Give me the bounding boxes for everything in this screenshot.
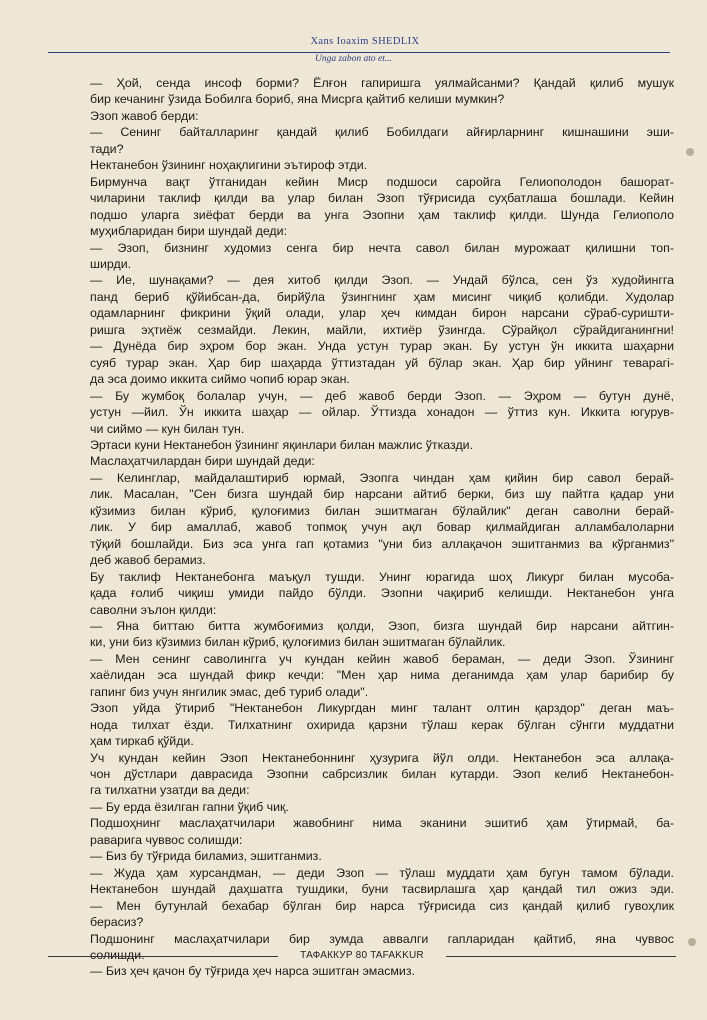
text-line: — Яна биттаю битта жумбоғимиз қолди, Эзоп, бизга шундай бир нарсани айтгин- xyxy=(90,618,674,633)
text-line: одамларнинг фикрини ўқий олади, улар ҳеч кимдан бирон нарсани сўраб-суришти- xyxy=(90,306,674,321)
text-line: — Биз бу тўғрида биламиз, эшитганмиз. xyxy=(90,849,322,864)
text-line: — Сенинг байталларинг қандай қилиб Бобилдаги айғирларнинг кишнашини эши- xyxy=(90,125,674,140)
text-line: ришга эҳтиёж сезмайди. Лекин, майли, ихтиёр ўзингда. Сўрайқол сўрайдиганингни! xyxy=(90,322,674,337)
text-line: лик. У бир амаллаб, жавоб топмоқ учун ақл бовар қилмайдиган алламбалоларни xyxy=(90,520,674,535)
text-line: Нектанебон ўзининг ноҳақлигини эътироф этди. xyxy=(90,158,368,173)
text-line: солишди. xyxy=(90,948,145,963)
text-line: ки, уни биз кўзимиз билан кўриб, қулоғимиз билан эшитмаган бўлайлик. xyxy=(90,635,506,650)
text-line: Эзоп уйда ўтириб "Нектанебон Ликургдан минг талант олтин қарздор" деган маъ- xyxy=(90,701,674,716)
text-line: чон дўстлари даврасида Эзопни сабрсизлик билан кутарди. Эзоп келиб Нектанебон- xyxy=(90,767,674,782)
text-line: ширди. xyxy=(90,256,132,271)
text-line: лик. Масалан, "Сен бизга шундай бир нарсани айтиб берки, биз шу пайтга қадар уни xyxy=(90,487,674,502)
text-line: Нектанебон шундай даҳшатга тушдики, буни тасвирлашга ҳар қандай тил ожиз эди. xyxy=(90,882,674,897)
text-line: берасиз? xyxy=(90,915,144,930)
text-line: хаёлидан эса шундай фикр кечди: "Мен ҳар нима деганимда ҳам улар барибир бу xyxy=(90,668,674,683)
text-line: тўқий бошлайди. Биз эса унга гап қотамиз "уни биз аллақачон эшитганмиз ва кўрганмиз" xyxy=(90,536,674,551)
header-rule xyxy=(48,52,670,53)
text-line: қада ғолиб чиқиш умиди пайдо бўлди. Эзопни чақириб келишди. Нектанебон унга xyxy=(90,586,674,601)
text-line: гапинг биз учун янгилик эмас, деб туриб олади". xyxy=(90,684,369,699)
header-author: Xans Ioaxim SHEDLIX xyxy=(310,36,420,47)
text-line: устун —йил. Ўн иккита шаҳар — ойлар. Ўттизда хонадон — ўттиз кун. Иккита югурув- xyxy=(90,405,674,420)
text-line: — Жуда ҳам хурсандман, — деди Эзоп — тўлаш муддати ҳам бугун тамом бўлади. xyxy=(90,865,674,880)
running-header xyxy=(60,36,670,48)
text-line: чи сиймо — кун билан тун. xyxy=(90,421,245,436)
text-line: Эртаси куни Нектанебон ўзининг яқинлари билан мажлис ўтказди. xyxy=(90,437,474,452)
text-line: подшо уларга зиёфат берди ва унга Эзопни ҳам таклиф қилди. Шунда Гелиополо xyxy=(90,207,674,222)
text-line: — Ие, шунақами? — дея хитоб қилди Эзоп. — Ундай бўлса, сен ўз худойингга xyxy=(90,273,674,288)
text-line: раварига чуввос солишди: xyxy=(90,832,243,847)
page-footer xyxy=(48,950,676,964)
text-line: — Келинглар, майдалаштириб юрмай, Эзопга чиндан ҳам қийин бир савол берай- xyxy=(90,470,674,485)
text-line: чиларини таклиф қилди ва улар билан Эзоп тўғрисида суҳбатлаша бошлади. Кейин xyxy=(90,191,674,206)
text-line: Бу таклиф Нектанебонга маъқул тушди. Унинг юрагида шоҳ Ликург билан мусоба- xyxy=(90,569,674,584)
text-line: — Биз ҳеч қачон бу тўғрида ҳеч нарса эшитган эмасмиз. xyxy=(90,964,415,979)
footer-rule-right xyxy=(446,956,676,957)
text-line: Маслаҳатчилардан бири шундай деди: xyxy=(90,454,315,469)
punch-hole-mark xyxy=(688,938,696,946)
text-line: да эса доимо иккита сиймо чопиб юрар экан. xyxy=(90,372,350,387)
text-line: Бирмунча вақт ўтганидан кейин Миср подшоси саройга Гелиополодон башорат- xyxy=(90,174,674,189)
article-body xyxy=(90,75,674,980)
text-line: — Мен бутунлай бехабар бўлган бир нарса тўғрисида сиз қандай қилиб гувоҳлик xyxy=(90,898,674,913)
text-line: муҳибларидан бири шундай деди: xyxy=(90,224,288,239)
text-line: деб жавоб берамиз. xyxy=(90,553,206,568)
text-line: бир кечанинг ўзида Бобилга бориб, яна Мисрга қайтиб келиши мумкин? xyxy=(90,92,505,107)
punch-hole-mark xyxy=(686,148,694,156)
text-line: панд бериб қўйибсан-да, бирйўла ўзингнинг ҳам мисинг чиқиб қолибди. Худолар xyxy=(90,289,674,304)
header-subtitle: Unga zabon ato et... xyxy=(314,54,393,64)
text-line: — Эзоп, бизнинг худомиз сенга бир нечта савол билан мурожаат қилишни топ- xyxy=(90,240,674,255)
text-line: — Бу жумбоқ болалар учун, — деб жавоб берди Эзоп. — Эҳром — бутун дунё, xyxy=(90,388,674,403)
footer-label: ТАФАККУР 80 TAFAKKUR xyxy=(300,950,424,961)
text-line: кўзимиз билан кўриб, қулоғимиз билан эшитмаган бўлайлик" деган саволни берай- xyxy=(90,503,674,518)
text-line: Эзоп жавоб берди: xyxy=(90,108,199,123)
text-line: тади? xyxy=(90,141,124,156)
text-line: — Дунёда бир эҳром бор экан. Унда устун турар экан. Бу устун ўн иккита шаҳарни xyxy=(90,339,674,354)
text-line: нода тилхат ёзди. Тилхатнинг охирида қарзни тўлаш керак бўлган сўнгги муддатни xyxy=(90,717,674,732)
text-line: Уч кундан кейин Эзоп Нектанебоннинг ҳузурига йўл олди. Нектанебон эса аллақа- xyxy=(90,750,674,765)
text-line: саволни эълон қилди: xyxy=(90,602,217,617)
text-line: га тилхатни узатди ва деди: xyxy=(90,783,250,798)
text-line: Подшонинг маслаҳатчилари бир зумда аввалги гапларидан қайтиб, яна чуввос xyxy=(90,931,674,946)
text-line: — Бу ерда ёзилган гапни ўқиб чиқ. xyxy=(90,799,289,814)
text-line: Подшоҳнинг маслаҳатчилари жавобнинг нима эканини эшитиб ҳам ўтирмай, ба- xyxy=(90,816,674,831)
text-line: — Ҳой, сенда инсоф борми? Ёлғон гапиришга уялмайсанми? Қандай қилиб мушук xyxy=(90,76,674,90)
text-line: суяб турар экан. Ҳар бир шаҳарда ўттизтадан уй бўлар экан. Ҳар бир уйнинг теварагi- xyxy=(90,355,674,370)
text-line: — Мен сенинг саволингга уч кундан кейин жавоб бераман, — деди Эзоп. Ўзининг xyxy=(90,651,674,666)
text-line: ҳам тиркаб қўйди. xyxy=(90,734,194,749)
